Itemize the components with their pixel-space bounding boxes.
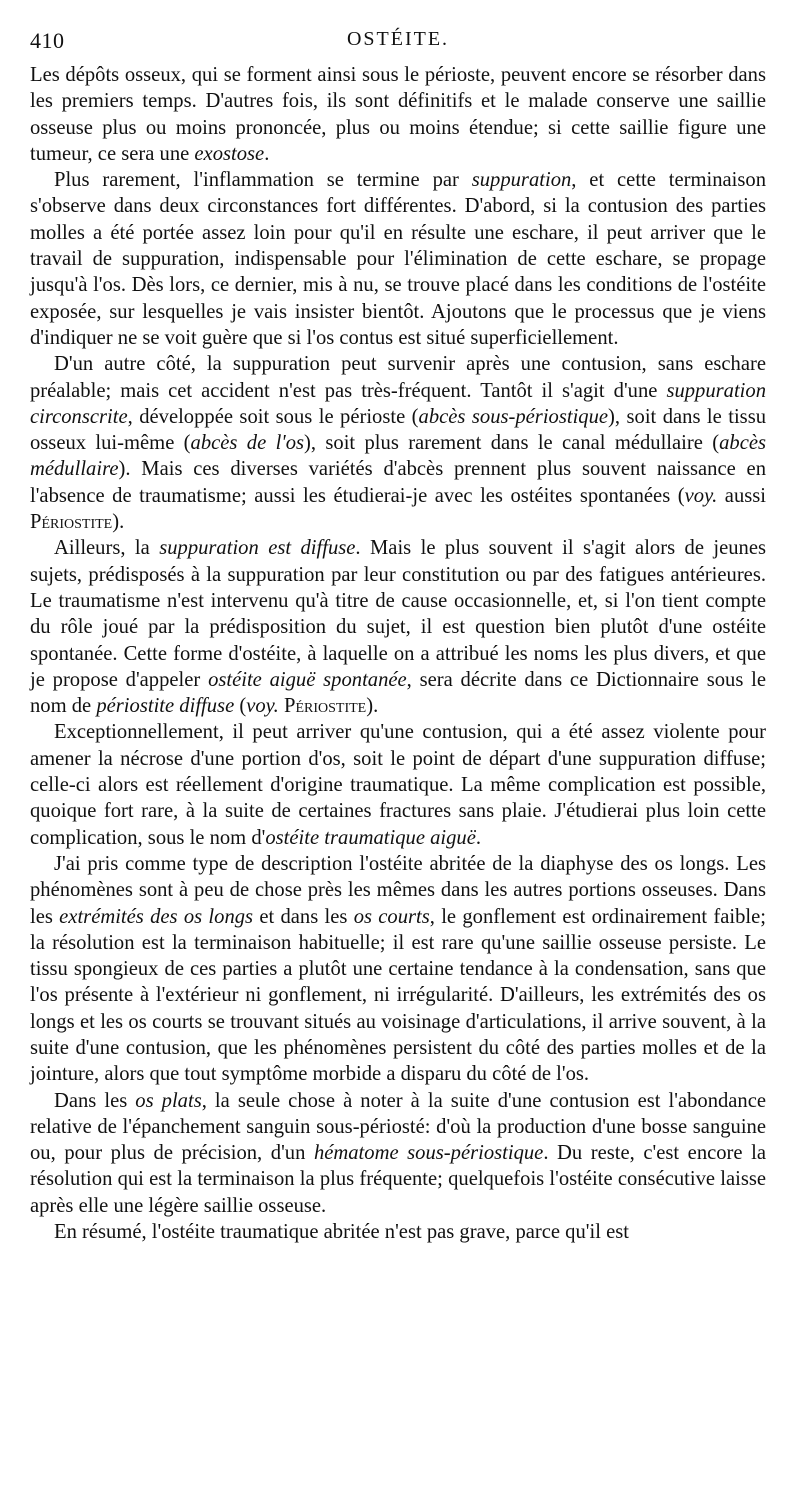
text-run: ), soit plus rarement dans le canal médullaire ( — [304, 432, 720, 455]
text-run: ). Mais ces diverses variétés d'abcès prennent plus souvent naissance en l'absence de traumatisme; aussi les étudierai-je avec les ostéites spontanées ( — [30, 458, 766, 507]
italic-term: suppuration — [471, 169, 572, 192]
page-number: 410 — [30, 28, 65, 53]
text-run: J'ai pris comme type de description l'ostéite abritée de la diaphyse des os longs. Les phénomènes sont à peu de chose près les mêmes dans les autres portions osseuses. Dans les — [30, 852, 766, 928]
italic-term: ostéite aiguë spontanée — [208, 668, 407, 691]
paragraph — [30, 719, 766, 850]
text-run: et dans les — [253, 905, 354, 928]
text-run: ), soit dans le tissu osseux lui-même ( — [30, 405, 767, 455]
text-run: , développée soit sous le périoste ( — [127, 405, 419, 428]
page — [30, 28, 766, 1245]
text-run: , le gonflement est ordinairement faible; la résolution est la terminaison habituelle; il est rare qu'une saillie osseuse persiste. Le tissu spongieux de ces parties a plutôt une certaine tendance à la condensation, sans que l'os présente à l'extérieur ni gonflement, ni irrégularité. D'ailleurs, les extrémités des os longs et les os courts se trouvant situés au voisinage d'articulations, il arrive souvent, à la suite d'une contusion, que les phénomènes persistent du côté des parties molles et de la jointure, alors que tout symptôme morbide a disparu du côté de l'os. — [30, 905, 766, 1086]
paragraph — [30, 167, 766, 351]
text-run: ). — [366, 695, 379, 718]
italic-term: ostéite traumatique aiguë — [265, 826, 476, 849]
italic-term: extrémités des os longs — [59, 905, 254, 928]
paragraph — [30, 351, 766, 535]
text-run: aussi — [717, 484, 766, 507]
body-text — [30, 62, 766, 1245]
italic-term: os courts — [353, 905, 430, 928]
italic-term: périostite diffuse — [96, 695, 235, 718]
text-run: Ailleurs, la — [54, 537, 160, 560]
italic-term: suppuration circonscrite — [30, 379, 766, 428]
italic-term: abcès sous-périostique — [418, 405, 609, 428]
running-header — [30, 28, 766, 58]
text-run: Les dépôts osseux, qui se forment ainsi sous le périoste, peuvent encore se résorber dans les premiers temps. D'autres fois, ils sont définitifs et le malade conserve une saillie osseuse plus ou moins prononcée, plus ou moins étendue; si cette saillie figure une tumeur, ce sera une — [30, 64, 766, 165]
text-run: . Du reste, c'est encore la résolution qui est la terminaison la plus fréquente; quelquefois l'ostéite consécutive laisse après elle une légère saillie osseuse. — [30, 1142, 766, 1217]
text-run: , sera décrite dans ce Dictionnaire sous le nom de — [30, 668, 766, 718]
text-run: . Mais le plus souvent il s'agit alors de jeunes sujets, prédisposés à la suppuration par leur constitution ou par des fatigues antérieures. Le traumatisme n'est intervenu qu'à titre de cause occasionnelle, et, si l'on tient compte du rôle joué par la prédisposition du sujet, il est question bien plutôt d'une ostéite spontanée. Cette forme d'ostéite, à laquelle on a attribué les noms les plus divers, et que je propose d'appeler — [30, 537, 766, 691]
text-run: D'un autre côté, la suppuration peut survenir après une contusion, sans eschare préalable; mais cet accident n'est pas très-fréquent. Tantôt il s'agit d'une — [30, 353, 766, 402]
text-run: , et cette terminaison s'observe dans deux circonstances fort différentes. D'abord, si la contusion des parties molles a été portée assez loin pour qu'il en résulte une eschare, il peut arriver que le travail de suppuration, indispensable pour l'élimination de cette eschare, se propage jusqu'à l'os. Dès lors, ce dernier, mis à nu, se trouve placé dans les conditions de l'ostéite exposée, sur lesquelles je vais insister bientôt. Ajoutons que le processus que je viens d'indiquer ne se voit guère que si l'os contus est situé superficiellement. — [30, 169, 766, 349]
text-run: Exceptionnellement, il peut arriver qu'une contusion, qui a été assez violente pour amener la nécrose d'une portion d'os, soit le point de départ d'une suppuration diffuse; celle-ci alors est réellement d'origine traumatique. La même complication est possible, quoique fort rare, à la suite de certaines fractures sans plaie. J'étudierai plus loin cette complication, sous le nom d' — [30, 721, 766, 849]
text-run: . — [264, 142, 270, 165]
small-caps-reference: Périostite — [283, 695, 367, 718]
text-run: En résumé, l'ostéite traumatique abritée n'est pas grave, parce qu'il est — [54, 1221, 629, 1244]
text-run: Dans les — [54, 1089, 136, 1112]
italic-term: exostose — [194, 142, 265, 165]
text-run: ). — [112, 511, 125, 534]
italic-term: voy. — [684, 484, 718, 507]
running-title: OSTÉITE. — [346, 28, 450, 50]
paragraph — [30, 851, 766, 1088]
text-run: , la seule chose à noter à la suite d'une contusion est l'abondance relative de l'épanchement sanguin sous-périosté: d'où la production d'une bosse sanguine ou, pour plus de précision, d'un — [30, 1089, 767, 1165]
paragraph — [30, 1088, 766, 1219]
italic-term: hématome sous-périostique — [313, 1142, 544, 1165]
paragraph — [30, 1219, 766, 1245]
paragraph — [30, 535, 766, 719]
italic-term: abcès médullaire — [30, 432, 766, 481]
italic-term: os plats — [135, 1089, 202, 1112]
text-run: ( — [234, 695, 247, 718]
italic-term: abcès de l'os — [190, 432, 305, 455]
paragraph — [30, 62, 766, 167]
small-caps-reference: Périostite — [30, 511, 113, 534]
italic-term: suppuration est diffuse — [159, 537, 356, 560]
text-run: . — [475, 826, 482, 849]
text-run: Plus rarement, l'inflammation se termine par — [54, 169, 472, 192]
italic-term: voy. — [246, 695, 279, 718]
